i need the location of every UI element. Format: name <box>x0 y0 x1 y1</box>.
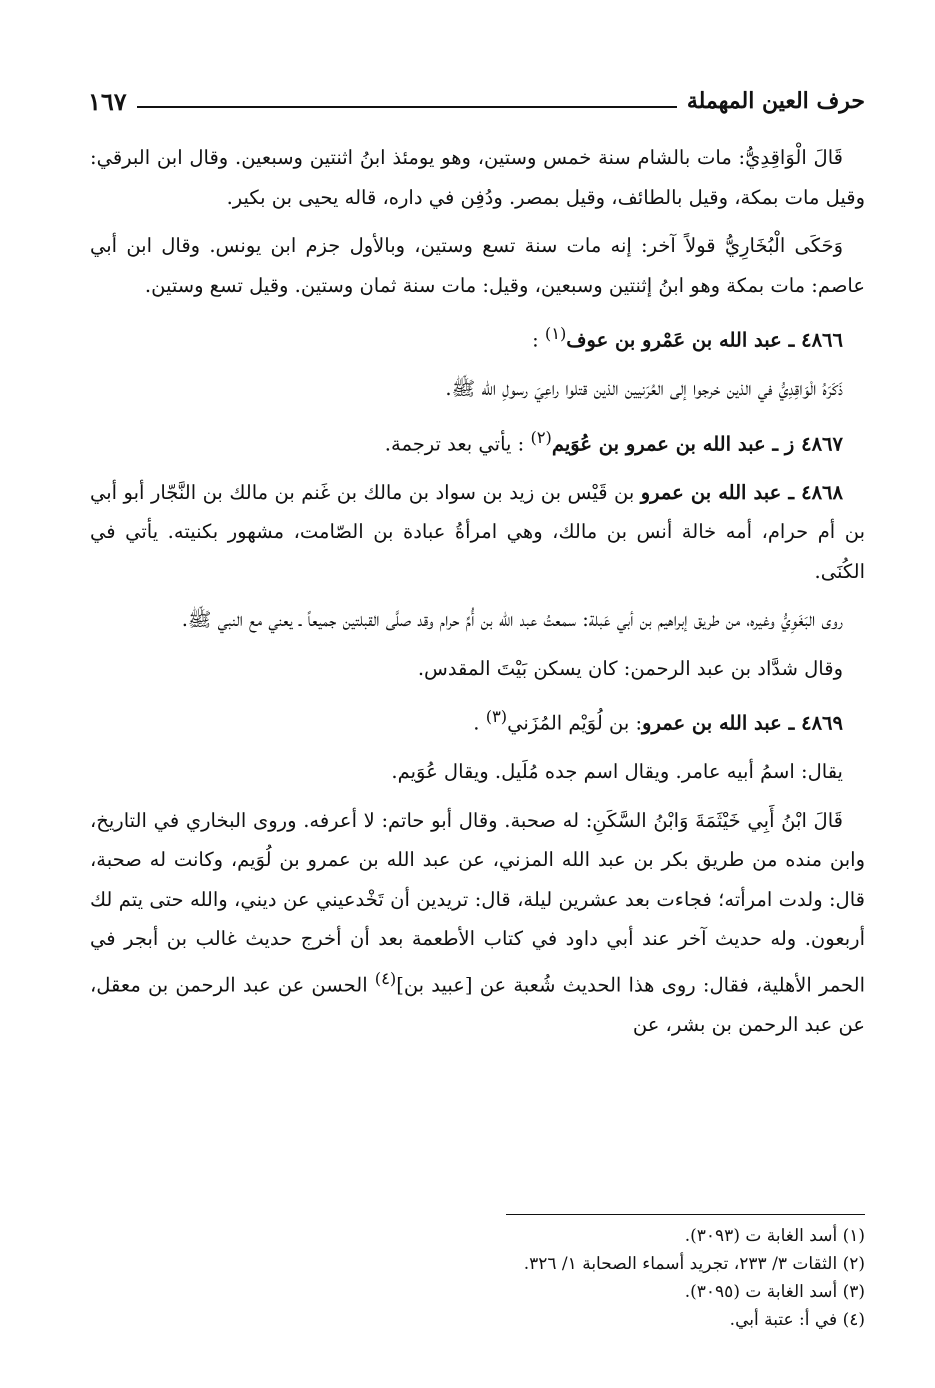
footnote-ref-4: (٤) <box>374 968 397 988</box>
paragraph-waqidi-death: قَالَ الْوَاقِدِيُّ: مات بالشام سنة خمس وستين، وهو يومئذ ابنُ اثنتين وسبعين. وقال ابن البرقي: وقيل مات بمكة، وقيل بالطائف، وقيل بمصر. ودُفِن في داره، قاله يحيى بن بكير. <box>90 146 865 209</box>
entry-4867-name: ٤٨٦٧ ز ـ عبد الله بن عمرو بن عُوَيم <box>551 432 843 455</box>
footnote-ref-2: (٢) <box>530 427 552 447</box>
entry-4867-heading <box>90 418 865 464</box>
footnote-separator <box>506 1214 865 1215</box>
footnote-ref-1: (١) <box>544 324 567 343</box>
entry-4866-name: ٤٨٦٦ ـ عبد الله بن عَمْرو بن عوف <box>566 328 843 352</box>
entry-4869-heading <box>90 697 865 743</box>
entry-4869-sources-text: قَالَ ابْنُ أَبِي خَيْثَمَةَ وَابْنُ السَّكَنِ: له صحبة. وقال أبو حاتم: لا أعرفه. وروى البخاري في التاريخ، وابن منده من طريق بكر بن عبد الله المزني، عن عبد الله بن عمرو بن لُوَيم، وكانت له صحبة، قال: ولدت امرأته؛ فجاءت بعد عشرين ليلة، قال: تريدين أن تَخْدعيني عن ديني، والله حتى يتم لك أربعون. وله حديث آخر عند أبي داود في كتاب الأطعمة بعد أن أخرج حديث غالب بن أبجر في الحمر الأهلية، فقال: روى هذا الحديث شُعبة عن [عبيد بن] <box>90 808 865 996</box>
paragraph-bukhari-view: وَحَكَى الْبُخَارِيُّ قولاً آخر: إنه مات سنة تسع وستين، وبالأول جزم ابن يونس. وقال ابن أبي عاصم: مات بمكة وهو ابنُ إثنتين وسبعين، وقيل: مات سنة ثمان وستين. وقيل تسع وستين. <box>90 234 865 297</box>
page-header <box>88 84 865 118</box>
footnote-4: (٤) في أ: عتبة أبي. <box>729 1310 865 1330</box>
footnote-2: (٢) الثقات ٣/ ٢٣٣، تجريد أسماء الصحابة ١/ ٣٢٦. <box>523 1254 865 1274</box>
entry-4868-text: بن قَيْس بن زيد بن سواد بن مالك بن غَنم بن مالك بن النَّجّار أبو أبي بن أم حرام، أمه خالة أنس بن مالك، وهي امرأةُ عبادة بن الصّامت، مشهور بكنيته. يأتي في الكُنَى. <box>90 480 865 583</box>
entry-4868-shaddad: وقال شدَّاد بن عبد الرحمن: كان يسكن بَيْتَ المقدس. <box>417 656 843 680</box>
footnotes <box>90 1222 865 1334</box>
page-body <box>90 138 865 1053</box>
entry-4868-name: ٤٨٦٨ ـ عبد الله بن عمرو <box>640 480 843 504</box>
entry-4869-name: ٤٨٦٩ ـ عبد الله بن عمرو <box>642 711 843 735</box>
entry-4869-sources-tail: الحسن عن عبد الرحمن بن معقل، عن عبد الرحمن بن بشر، عن <box>90 973 865 1036</box>
entry-4866-heading <box>90 314 865 360</box>
entry-4869-names: يقال: اسمُ أبيه عامر. ويقال اسم جده مُلَيل. ويقال عُوَيم. <box>391 760 843 783</box>
entry-4868-baghawi: روى البَغَوِيُّ وغيره، من طريق إبراهيم بن أبي عَبلة: سمعتُ عبد الله بن أُمِّ حرام وقد صلَّى القبلتين جميعاً ـ يعني مع النبي ﷺ. <box>181 608 843 631</box>
footnote-3: (٣) أسد الغابة ت (٣٠٩٥). <box>684 1282 865 1302</box>
running-title: حرف العين المهملة <box>686 88 865 114</box>
entry-4866-colon: : <box>532 328 545 352</box>
entry-4869-end: . <box>473 711 486 735</box>
entry-4869-sources <box>90 801 865 1045</box>
entry-4867-text: : يأتي بعد ترجمة. <box>384 432 531 455</box>
page-number: ١٦٧ <box>88 86 127 116</box>
footnote-ref-3: (٣) <box>485 707 508 726</box>
entry-4866-text: ذَكَرَهُ الْوَاقِدِيُّ في الذين خرجوا إلى العُرَنيين الذين قتلوا راعِيَ رسولِ الله ﷺ. <box>445 377 843 400</box>
header-rule <box>137 106 677 108</box>
entry-4868-heading <box>90 473 865 592</box>
footnote-1: (١) أسد الغابة ت (٣٠٩٣). <box>684 1226 865 1246</box>
entry-4869-lineage: : بن لُوَيْم المُزَني <box>507 711 643 735</box>
